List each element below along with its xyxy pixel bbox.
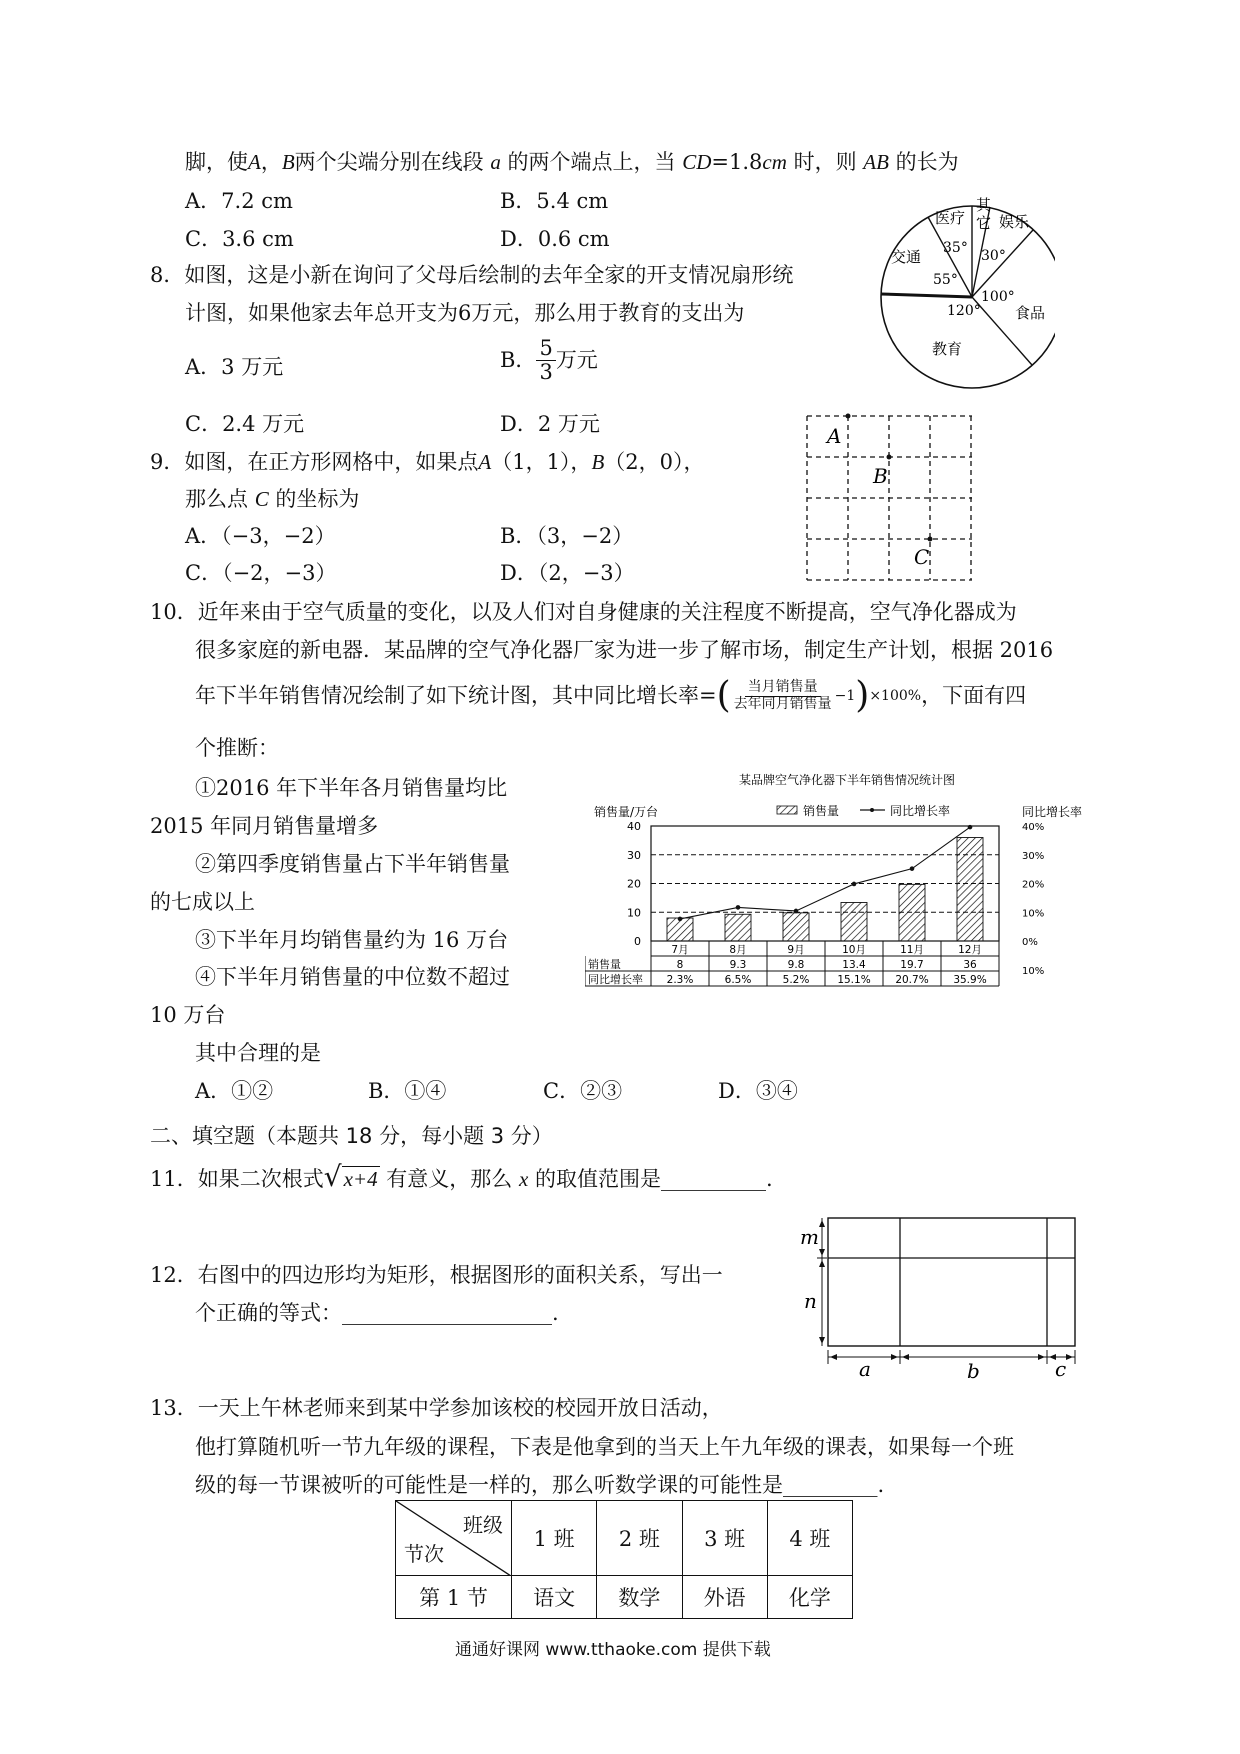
table-cell: 35.9% xyxy=(953,974,987,986)
schedule-cell: 语文 xyxy=(512,1576,597,1619)
table-row-label: 销售量 xyxy=(588,958,621,971)
table-cell: 15.1% xyxy=(837,974,871,986)
q13-line2: 他打算随机听一节九年级的课程，下表是他拿到的当天上午九年级的课表，如果每一个班 xyxy=(195,1435,1014,1459)
chart-y2-label: 同比增长率 xyxy=(1022,805,1083,819)
bar-sales xyxy=(667,918,693,941)
q10-statement-1b: 2015 年同月销售量增多 xyxy=(150,814,379,838)
q9-option-c: C．（−2，−3） xyxy=(185,561,337,585)
q8-option-a: A．3 万元 xyxy=(185,355,284,379)
growth-point xyxy=(910,866,915,871)
q10-option-c: C．②③ xyxy=(543,1079,623,1103)
schedule-table xyxy=(395,1500,853,1619)
schedule-cell: 外语 xyxy=(682,1576,767,1619)
q13-line3: 级的每一节课被听的可能性是一样的，那么听数学课的可能性是_________. xyxy=(195,1473,885,1497)
pie-label-entertainment: 娱乐 xyxy=(999,213,1030,231)
table-row-label: 同比增长率 xyxy=(588,973,643,986)
schedule-header-class3: 3 班 xyxy=(682,1501,767,1576)
label-b: b xyxy=(967,1359,980,1382)
chart-y-label: 销售量/万台 xyxy=(594,805,659,819)
q10-which: 其中合理的是 xyxy=(195,1041,321,1065)
q12-line2: 个正确的等式：____________________. xyxy=(195,1301,559,1325)
pie-label-education: 教育 xyxy=(932,340,963,358)
q10-statement-3: ③下半年月均销售量约为 16 万台 xyxy=(195,928,509,952)
y-tick-label: 0 xyxy=(634,935,641,948)
q8-option-c: C．2.4 万元 xyxy=(185,412,305,436)
table-cell: 8月 xyxy=(729,944,747,956)
pie-angle-entertainment: 30° xyxy=(981,248,1006,264)
table-cell: 2.3% xyxy=(666,974,694,986)
growth-point xyxy=(852,882,857,887)
growth-point xyxy=(968,825,973,830)
pie-angle-medical: 35° xyxy=(943,240,968,256)
table-cell: 7月 xyxy=(671,944,689,956)
q10-line1: 10．近年来由于空气质量的变化，以及人们对自身健康的关注程度不断提高，空气净化器成为 xyxy=(150,600,1017,624)
schedule-header-class2: 2 班 xyxy=(597,1501,682,1576)
y2-tick-label: 10% xyxy=(1022,965,1045,977)
schedule-header-class1: 1 班 xyxy=(512,1501,597,1576)
pie-label-traffic: 交通 xyxy=(891,248,922,266)
label-c: c xyxy=(1055,1357,1067,1381)
growth-point xyxy=(736,905,741,910)
q7-option-b: B．5.4 cm xyxy=(500,189,609,213)
q10-statement-4b: 10 万台 xyxy=(150,1003,226,1027)
page-footer: 通通好课网 www.tthaoke.com 提供下载 xyxy=(455,1640,771,1660)
y2-tick-label: 40% xyxy=(1022,822,1045,833)
pie-label-other-2: 它 xyxy=(976,214,992,232)
q7-option-d: D．0.6 cm xyxy=(500,227,610,251)
q9-line2: 那么点 C 的坐标为 xyxy=(185,487,360,511)
table-cell: 9.3 xyxy=(729,959,747,971)
schedule-corner-cell: 班级 节次 xyxy=(396,1501,512,1576)
legend-sales: 销售量 xyxy=(803,804,840,818)
q9-option-b: B．（3，−2） xyxy=(500,524,634,548)
q10-statement-2a: ②第四季度销售量占下半年销售量 xyxy=(195,852,510,876)
square-grid-figure xyxy=(805,412,980,587)
table-cell: 10月 xyxy=(842,944,866,956)
q9-option-d: D．（2，−3） xyxy=(500,561,635,585)
grid-point-c-label: C xyxy=(914,545,930,569)
table-cell: 13.4 xyxy=(842,959,866,971)
schedule-row-label: 第 1 节 xyxy=(396,1576,512,1619)
grid-point-a-label: A xyxy=(827,424,842,448)
table-cell: 20.7% xyxy=(895,974,929,986)
legend-growth: 同比增长率 xyxy=(890,804,951,818)
q7-option-a: A．7.2 cm xyxy=(185,189,293,213)
y-tick-label: 10 xyxy=(627,906,641,920)
bar-sales xyxy=(783,913,809,941)
y2-tick-label: 20% xyxy=(1022,879,1045,891)
table-cell: 5.2% xyxy=(782,974,810,986)
pie-label-medical: 医疗 xyxy=(935,209,966,227)
schedule-cell: 数学 xyxy=(597,1576,682,1619)
rectangle-area-figure xyxy=(800,1212,1080,1382)
bar-sales xyxy=(957,838,983,942)
y-tick-label: 40 xyxy=(627,820,641,833)
growth-line xyxy=(680,827,970,919)
table-cell: 12月 xyxy=(958,944,982,956)
table-cell: 9月 xyxy=(787,944,805,956)
table-cell: 11月 xyxy=(900,944,924,956)
table-cell: 9.8 xyxy=(787,959,805,971)
q10-line4: 个推断： xyxy=(195,736,279,760)
table-cell: 19.7 xyxy=(900,959,924,971)
bar-sales xyxy=(899,884,925,941)
q9-option-a: A．（−3，−2） xyxy=(185,524,336,548)
bar-sales xyxy=(841,902,867,941)
q8-option-d: D．2 万元 xyxy=(500,412,600,436)
y2-tick-label: 10% xyxy=(1022,908,1045,920)
label-n: n xyxy=(804,1289,817,1313)
pie-label-other: 其 xyxy=(976,196,992,214)
q7-option-c: C．3.6 cm xyxy=(185,227,294,251)
growth-point xyxy=(678,917,683,922)
chart-title: 某品牌空气净化器下半年销售情况统计图 xyxy=(739,773,956,787)
q10-statement-1a: ①2016 年下半年各月销售量均比 xyxy=(195,776,508,800)
bar-sales xyxy=(725,914,751,941)
q10-line3: 年下半年销售情况绘制了如下统计图，其中同比增长率=( $\frac{\text{当月销售量}}{\text{去年同月销售量}}$ −1)×100%，下面有四 xyxy=(195,675,1027,716)
q9-line1: 9．如图，在正方形网格中，如果点A（1，1），B（2，0）， xyxy=(150,450,705,474)
q8-line2: 计图，如果他家去年总开支为6万元，那么用于教育的支出为 xyxy=(185,301,745,325)
pie-label-food: 食品 xyxy=(1015,304,1046,322)
q10-statement-2b: 的七成以上 xyxy=(150,890,255,914)
q10-statement-4a: ④下半年月销售量的中位数不超过 xyxy=(195,965,510,989)
section-2-heading: 二、填空题（本题共 18 分，每小题 3 分） xyxy=(150,1124,553,1148)
pie-angle-education: 120° xyxy=(947,303,981,319)
q10-option-d: D．③④ xyxy=(718,1079,798,1103)
expense-pie-figure xyxy=(875,190,1055,390)
q11-text: 11．如果二次根式√x+4 有意义，那么 x 的取值范围是__________. xyxy=(150,1160,773,1193)
q13-line1: 13．一天上午林老师来到某中学参加该校的校园开放日活动， xyxy=(150,1396,723,1420)
legend-bar-swatch xyxy=(777,806,797,814)
y2-tick-label: 30% xyxy=(1022,850,1045,862)
grid-point-b-label: B xyxy=(873,464,888,488)
y2-tick-label: 0% xyxy=(1022,937,1038,948)
table-cell: 36 xyxy=(963,959,977,971)
schedule-header-class4: 4 班 xyxy=(767,1501,852,1576)
table-cell: 6.5% xyxy=(724,974,752,986)
q8-line1: 8．如图，这是小新在询问了父母后绘制的去年全家的开支情况扇形统 xyxy=(150,263,794,287)
pie-angle-traffic: 55° xyxy=(933,272,958,288)
schedule-cell: 化学 xyxy=(767,1576,852,1619)
sales-chart xyxy=(585,768,1100,1013)
q10-option-b: B．①④ xyxy=(368,1079,447,1103)
q10-line2: 很多家庭的新电器．某品牌的空气净化器厂家为进一步了解市场，制定生产计划，根据 2016 xyxy=(195,638,1054,662)
label-a: a xyxy=(859,1357,871,1381)
growth-point xyxy=(794,909,799,914)
q8-option-b: B． $\frac{5}{3}$ 万元 xyxy=(500,336,598,385)
y-tick-label: 30 xyxy=(627,848,641,862)
q12-line1: 12．右图中的四边形均为矩形，根据图形的面积关系，写出一 xyxy=(150,1263,723,1287)
pie-angle-food: 100° xyxy=(981,289,1015,305)
table-cell: 8 xyxy=(676,959,684,971)
q10-option-a: A．①② xyxy=(195,1079,274,1103)
q7-stem: 脚，使A，B两个尖端分别在线段 a 的两个端点上，当 CD=1.8cm 时，则 AB 的长为 xyxy=(185,150,959,174)
y-tick-label: 20 xyxy=(627,877,641,891)
label-m: m xyxy=(800,1225,819,1249)
